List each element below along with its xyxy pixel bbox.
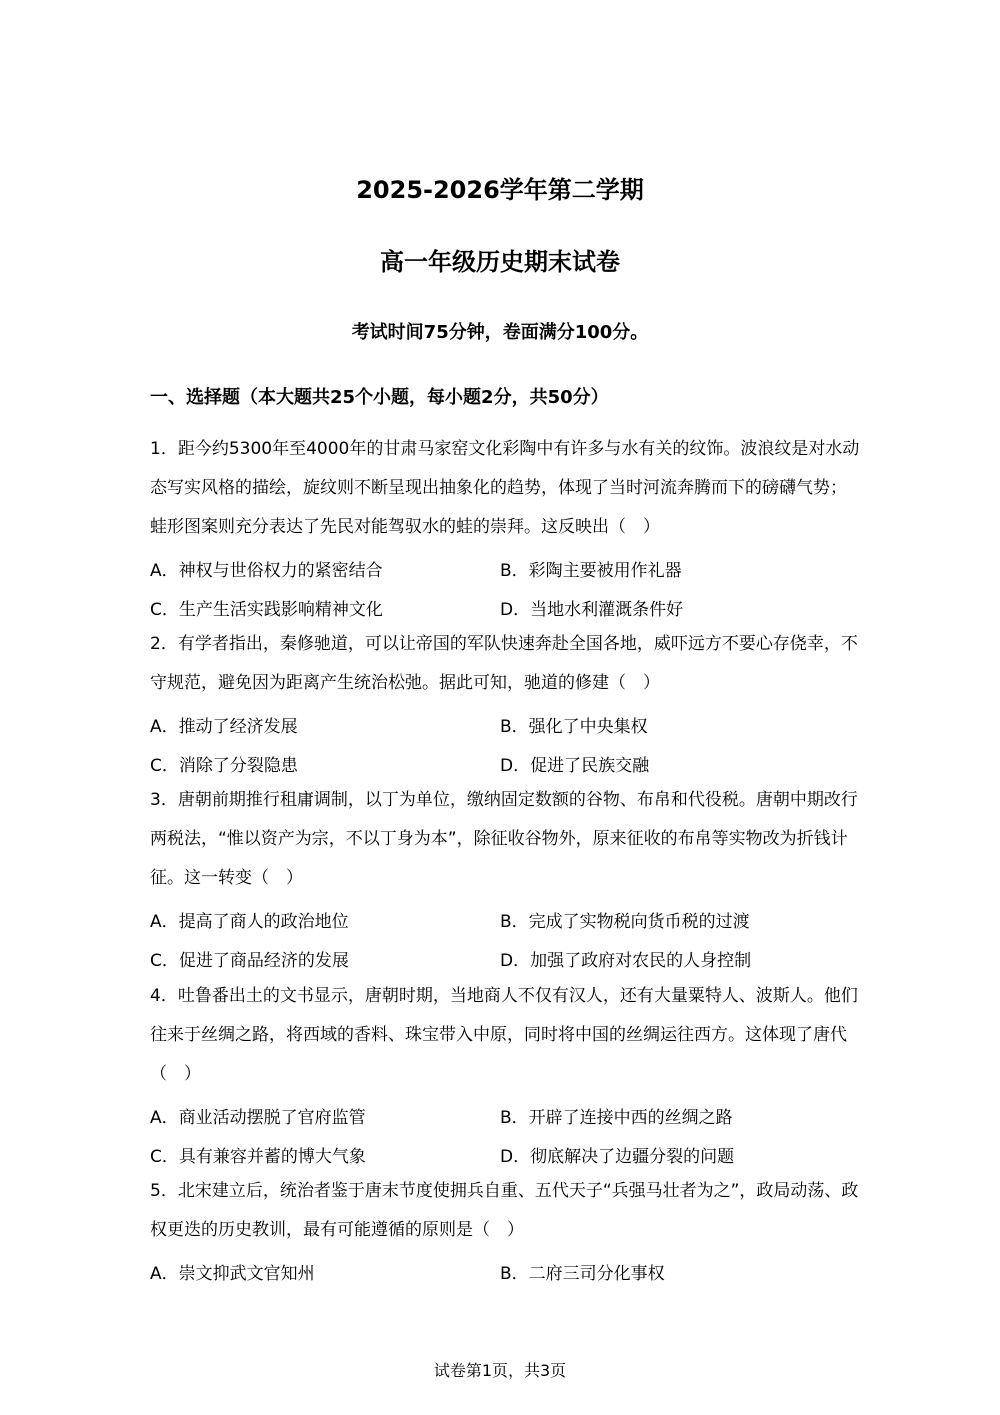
question-2-option-d: D．促进了民族交融	[500, 756, 650, 776]
question-3-option-a: A．提高了商人的政治地位	[150, 912, 349, 932]
question-4-option-c: C．具有兼容并蓄的博大气象	[150, 1147, 366, 1167]
exam-term-title: 2025-2026学年第二学期	[356, 176, 644, 204]
question-1-stem: 1．距今约5300年至4000年的甘肃马家窑文化彩陶中有许多与水有关的纹饰。波浪纹是对水动态写实风格的描绘，旋纹则不断呈现出抽象化的趋势，体现了当时河流奔腾而下的磅礴气势；蛙形图案则充分表达了先民对能驾驭水的蛙的崇拜。这反映出（ ）	[150, 439, 860, 537]
question-4-option-d: D．彻底解决了边疆分裂的问题	[500, 1147, 735, 1167]
question-3-option-c: C．促进了商品经济的发展	[150, 951, 349, 971]
question-5-stem: 5．北宋建立后，统治者鉴于唐末节度使拥兵自重、五代天子“兵强马壮者为之”，政局动荡、政权更迭的历史教训，最有可能遵循的原则是（ ）	[150, 1181, 859, 1240]
exam-info: 考试时间75分钟，卷面满分100分。	[351, 322, 649, 343]
question-3-option-d: D．加强了政府对农民的人身控制	[500, 951, 752, 971]
question-1-option-d: D．当地水利灌溉条件好	[500, 600, 684, 620]
question-4-stem: 4．吐鲁番出土的文书显示，唐朝时期，当地商人不仅有汉人，还有大量粟特人、波斯人。他们往来于丝绸之路，将西域的香料、珠宝带入中原，同时将中国的丝绸运往西方。这体现了唐代（ ）	[150, 986, 858, 1084]
question-1-option-a: A．神权与世俗权力的紧密结合	[150, 561, 383, 581]
question-2-stem: 2．有学者指出，秦修驰道，可以让帝国的军队快速奔赴全国各地，威吓远方不要心存侥幸，不守规范，避免因为距离产生统治松弛。据此可知，驰道的修建（ ）	[150, 634, 858, 693]
exam-title: 高一年级历史期末试卷	[380, 248, 620, 276]
question-5-option-b: B．二府三司分化事权	[500, 1264, 665, 1284]
page-footer: 试卷第1页，共3页	[433, 1361, 567, 1380]
question-2-option-a: A．推动了经济发展	[150, 717, 298, 737]
question-3-stem: 3．唐朝前期推行租庸调制，以丁为单位，缴纳固定数额的谷物、布帛和代役税。唐朝中期改行两税法，“惟以资产为宗，不以丁身为本”，除征收谷物外，原来征收的布帛等实物改为折钱计征。这一转变（ ）	[150, 790, 858, 888]
question-2-option-b: B．强化了中央集权	[500, 717, 648, 737]
question-2-option-c: C．消除了分裂隐患	[150, 756, 298, 776]
question-3-option-b: B．完成了实物税向货币税的过渡	[500, 912, 750, 932]
question-1-option-b: B．彩陶主要被用作礼器	[500, 561, 682, 581]
question-4-option-a: A．商业活动摆脱了官府监管	[150, 1108, 366, 1128]
question-5-option-a: A．崇文抑武文官知州	[150, 1264, 315, 1284]
section-heading: 一、选择题（本大题共25个小题，每小题2分，共50分）	[150, 387, 609, 408]
question-4-option-b: B．开辟了连接中西的丝绸之路	[500, 1108, 733, 1128]
question-1-option-c: C．生产生活实践影响精神文化	[150, 600, 383, 620]
